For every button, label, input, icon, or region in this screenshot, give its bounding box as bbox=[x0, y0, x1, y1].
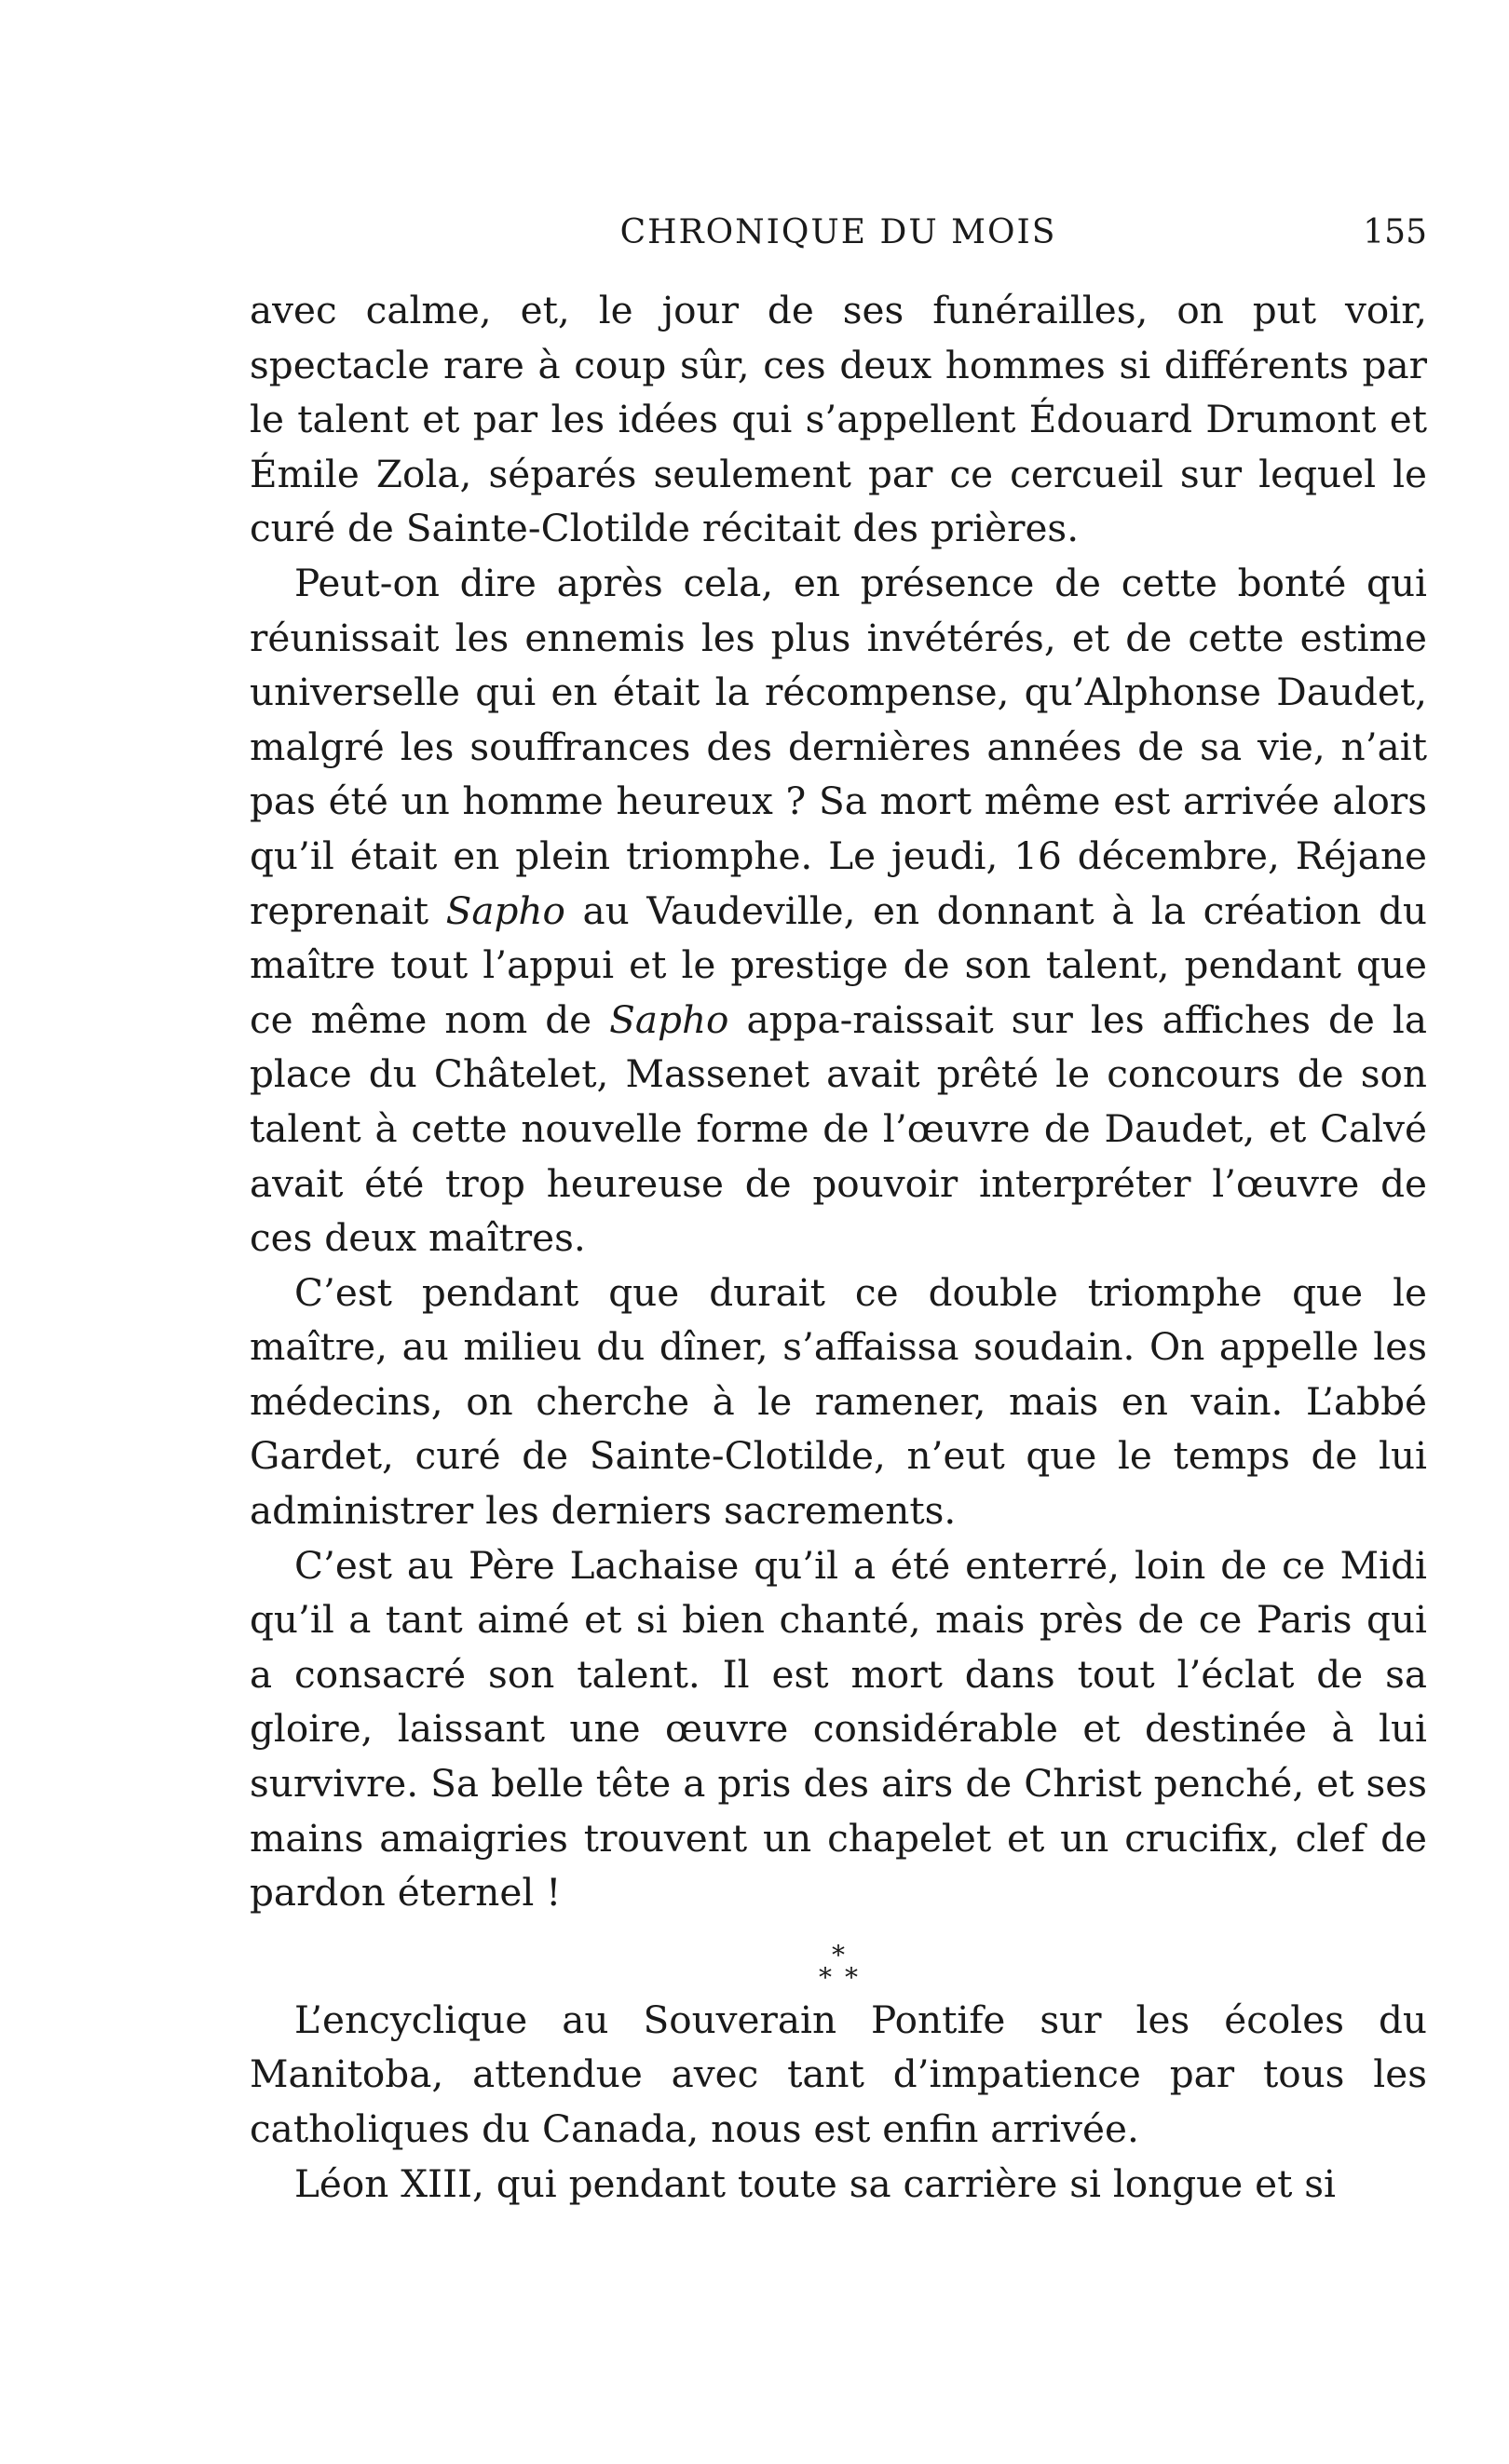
asterism-bottom: ** bbox=[819, 1961, 871, 1993]
paragraph-text: Peut-on dire après cela, en présence de cette bonté qui réunissait les ennemis les plus invétérés, et de cette estime universelle qui en était la récompense, qu’Alphonse Daudet, malgré les souffrances des dernières années de sa vie, n’ait pas été un homme heureux ? Sa mort même est arrivée alors qu’il était en plein triomphe. Le jeudi, 16 décembre, Réjane reprenait bbox=[250, 560, 1427, 933]
paragraph-death: C’est pendant que durait ce double triomphe que le maître, au milieu du dîner, s’affaissa soudain. On appelle les médecins, on cherche à le ramener, mais en vain. L’abbé Gardet, curé de Sainte-Clotilde, n’eut que le temps de lui administrer les derniers sacrements. bbox=[250, 1269, 1427, 1534]
running-head bbox=[250, 207, 1427, 259]
italic-title-sapho: Sapho bbox=[445, 887, 565, 933]
paragraph-encyclical: L’encyclique au Souverain Pontife sur les écoles du Manitoba, attendue avec tant d’impatience par tous les catholiques du Canada, nous est enfin arrivée. bbox=[250, 1997, 1427, 2151]
section-separator-asterism bbox=[250, 1939, 1427, 1993]
paragraph-text: appa-raissait sur les affiches de la place du Châtelet, Massenet avait prêté le concours de son talent à cette nouvelle forme de l’œuvre de Daudet, et Calvé avait été trop heureuse de pouvoir interpréter l’œuvre de ces deux maîtres. bbox=[250, 996, 1427, 1261]
paragraph-leon-xiii: Léon XIII, qui pendant toute sa carrière si longue et si bbox=[294, 2160, 1336, 2206]
asterism-top: * bbox=[832, 1939, 845, 1970]
paragraph-daudet-triumph bbox=[250, 556, 1427, 1266]
body-text bbox=[250, 283, 1427, 2211]
paragraph-text: au Vaudeville, en donnant à la création du maître tout l’appui et le prestige de son talent, pendant que ce même nom de bbox=[250, 887, 1427, 1042]
paragraph-funerals: avec calme, et, le jour de ses funérailles, on put voir, spectacle rare à coup sûr, ces deux hommes si différents par le talent et par les idées qui s’appellent Édouard Drumont et Émile Zola, séparés seulement par ce cercueil sur lequel le curé de Sainte-Clotilde récitait des prières. bbox=[250, 288, 1427, 551]
paragraph-burial: C’est au Père Lachaise qu’il a été enterré, loin de ce Midi qu’il a tant aimé et si bien chanté, mais près de ce Paris qui a consacré son talent. Il est mort dans tout l’éclat de sa gloire, laissant une œuvre considérable et destinée à lui survivre. Sa belle tête a pris des airs de Christ penché, et ses mains amaigries trouvent un chapelet et un crucifix, clef de pardon éternel ! bbox=[250, 1542, 1427, 1916]
page-number: 155 bbox=[1363, 213, 1427, 251]
italic-title-sapho: Sapho bbox=[609, 996, 729, 1042]
running-title: CHRONIQUE DU MOIS bbox=[619, 213, 1057, 251]
